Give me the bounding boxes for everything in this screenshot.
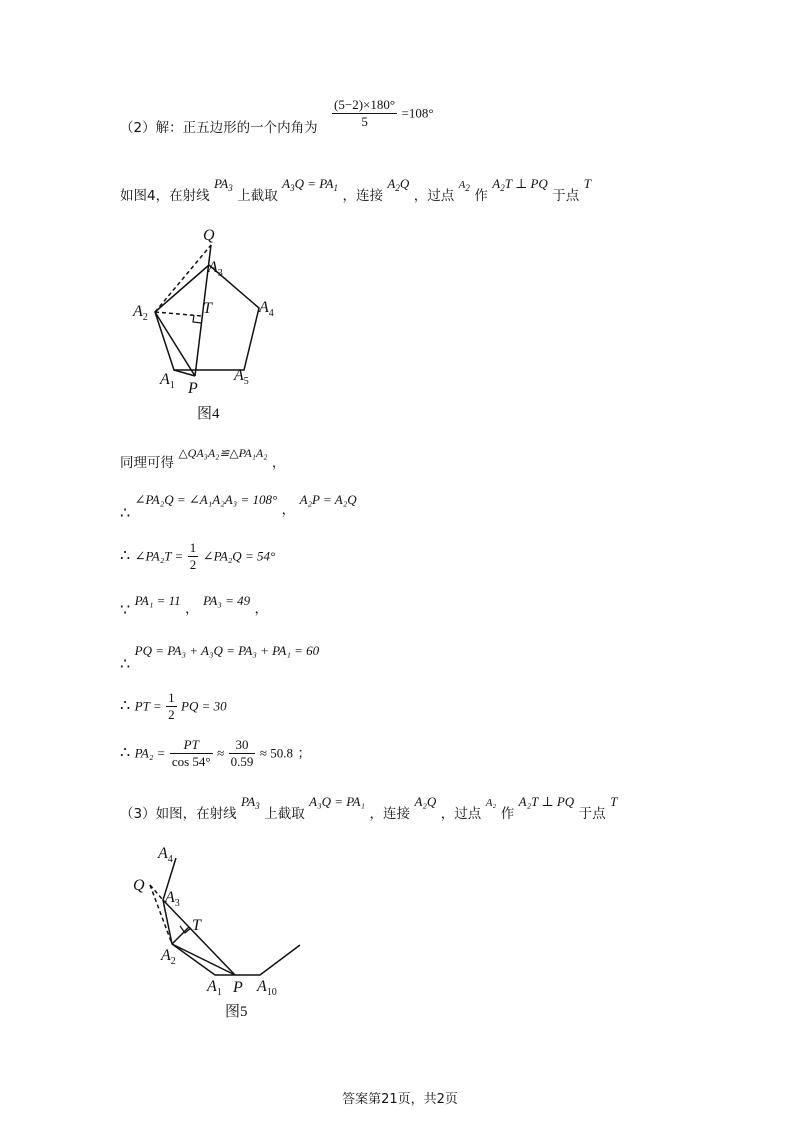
proof-l6-den: 2 — [168, 707, 175, 722]
proof-l7-den2: 0.59 — [230, 754, 254, 769]
fig4-perp-sub: 2 — [500, 183, 505, 193]
fig4-text-mid4: 作 — [474, 188, 488, 204]
proof-l7-therefore: ∴ — [120, 744, 131, 762]
part2-intro: （2）解：正五边形的一个内角为 — [120, 119, 318, 136]
proof-line-5 — [120, 640, 320, 673]
fig4-pt-a: A — [458, 179, 466, 191]
proof-l4-sep: ， — [185, 601, 199, 617]
proof-line-7 — [120, 737, 311, 770]
proof-l7-frac2 — [229, 737, 256, 770]
figure-5 — [125, 840, 325, 1025]
part3-mid2: ，连接 — [369, 806, 410, 822]
fig5-a3-sub: 3 — [174, 898, 180, 909]
proof-l1-math: △QA₃A₂≌△PA₁A₂ — [178, 446, 268, 460]
fig5-label-a2 — [160, 947, 176, 967]
part2-result: =108° — [401, 105, 434, 121]
part2-line — [120, 97, 434, 136]
fig4-conn-a: A — [387, 176, 396, 191]
fig4-label-a5 — [233, 367, 249, 387]
part3-foot: T — [610, 794, 618, 809]
figure-4 — [120, 220, 300, 425]
fig4-text-mid2: ，连接 — [342, 188, 383, 204]
page-footer: 答案第21页，共2页 — [342, 1092, 458, 1107]
part2-frac-den: 5 — [361, 114, 368, 129]
fig4-seg1-sub: 3 — [228, 183, 233, 193]
proof-l2-therefore: ∴ — [120, 505, 131, 522]
fig4-a4-sub: 4 — [268, 308, 274, 319]
fig5-a10-a: A — [257, 978, 267, 995]
fig4-conn-sub: 2 — [395, 183, 400, 193]
fig4-seg1-text: PA — [214, 176, 229, 191]
fig5-caption: 图5 — [225, 1004, 248, 1020]
fig4-foot: T — [583, 176, 591, 191]
proof-l3-frac — [188, 540, 199, 573]
proof-l7-num2: 30 — [229, 737, 256, 754]
proof-l7-end: ； — [297, 745, 311, 762]
fig5-label-a3 — [164, 889, 180, 909]
fig4-label-a3 — [207, 259, 223, 279]
proof-l2-sep: ， — [281, 502, 296, 518]
part3-seg1 — [241, 794, 260, 809]
fig4-label-a4 — [258, 299, 274, 319]
proof-l3-pre: ∠PA₂T = — [134, 548, 184, 564]
proof-l6-frac — [166, 690, 177, 723]
fig4-perp-a: A — [492, 176, 501, 191]
proof-l1-post: ， — [271, 455, 286, 471]
fig4-perp — [492, 176, 548, 191]
fig5-a4-a: A — [158, 845, 168, 862]
fig4-a3-a: A — [208, 259, 218, 276]
fig4-a5-sub: 5 — [243, 376, 249, 387]
fig4-perp-b: T ⊥ PQ — [504, 176, 548, 191]
part2-frac-num: (5−2)×180° — [334, 97, 396, 112]
fig5-label-t: T — [192, 917, 201, 934]
part3-eq: A₃Q = PA₁ — [309, 794, 366, 809]
fig5-a1-sub: 1 — [216, 987, 222, 998]
part3-pt: A₂ — [485, 797, 497, 809]
part3-mid1: 上截取 — [264, 806, 305, 822]
fig4-text-pre: 如图4，在射线 — [120, 188, 210, 204]
proof-l3-den: 2 — [189, 557, 197, 572]
part2-fraction — [332, 97, 397, 130]
fig4-conn — [387, 176, 409, 191]
part3-line — [120, 790, 618, 822]
proof-l4-math: PA₁ = 11 — [134, 593, 181, 608]
fig5-polygon-chain — [163, 858, 300, 975]
fig5-a2-sub: 2 — [170, 956, 176, 967]
fig4-caption: 图4 — [197, 406, 220, 422]
proof-l4-because: ∵ — [120, 602, 131, 619]
fig4-label-q: Q — [203, 227, 215, 244]
fig4-label-a2 — [132, 303, 148, 323]
fig4-a1-a: A — [160, 371, 170, 388]
proof-l6-num: 1 — [168, 690, 175, 705]
part3-seg1-sub: 3 — [255, 801, 260, 811]
fig4-seg1 — [214, 176, 233, 191]
fig4-eq-b-sub: 1 — [333, 183, 338, 193]
fig4-line-a2p — [155, 312, 195, 376]
proof-l7-num: PT — [170, 737, 213, 754]
proof-l6-post: PQ = 30 — [181, 698, 227, 714]
fig4-a1-sub: 1 — [169, 380, 175, 391]
fig4-eq-a-sub: 3 — [290, 183, 295, 193]
fig4-text-mid1: 上截取 — [237, 188, 278, 204]
fig4-label-p: P — [188, 380, 198, 397]
fig4-a2-sub: 2 — [142, 312, 148, 323]
fig5-a2-a: A — [161, 947, 171, 964]
fig4-pt-sub: 2 — [465, 183, 470, 193]
fig4-label-a1 — [159, 371, 175, 391]
proof-l3-num: 1 — [189, 540, 197, 555]
fig5-a1-a: A — [207, 978, 217, 995]
fig4-a3-sub: 3 — [217, 268, 223, 279]
part3-mid3: ，过点 — [440, 806, 482, 822]
proof-l6-therefore: ∴ — [120, 697, 131, 715]
fig4-a2-a: A — [133, 303, 143, 320]
fig4-pt — [459, 179, 470, 191]
proof-l2-math: ∠PA₂Q = ∠A₁A₂A₃ = 108° — [134, 492, 278, 507]
proof-l3-therefore: ∴ — [120, 547, 131, 565]
proof-line-2 — [120, 488, 357, 522]
fig5-label-a4 — [157, 845, 173, 865]
part3-pre: （3）如图，在射线 — [120, 806, 237, 822]
fig4-dash-a2t — [155, 312, 202, 316]
fig4-conn-tail: Q — [399, 176, 410, 191]
fig5-label-a1 — [206, 978, 222, 998]
fig4-eq — [282, 176, 338, 191]
proof-l6-pre: PT = — [134, 698, 162, 714]
proof-l7-frac1 — [170, 737, 213, 770]
proof-l7-mid: ≈ — [217, 745, 225, 761]
fig4-intro-line — [120, 172, 591, 204]
fig4-label-t: T — [203, 300, 212, 317]
fig4-text-mid5: 于点 — [552, 188, 580, 204]
proof-line-6 — [120, 690, 227, 723]
proof-l3-post: ∠PA₂Q = 54° — [202, 548, 276, 564]
fig5-label-a10 — [256, 978, 277, 998]
part3-mid4: 作 — [500, 806, 515, 822]
proof-l4-math2: PA₃ = 49 — [203, 593, 251, 608]
part3-perp: A₂T ⊥ PQ — [518, 794, 575, 809]
fig5-dash-qa3 — [150, 885, 163, 900]
proof-l4-post: ， — [254, 601, 269, 617]
part3-conn: A₂Q — [414, 794, 437, 809]
proof-l7-den: cos 54° — [171, 754, 211, 769]
fig4-a4-a: A — [259, 299, 269, 316]
fig4-a5-a: A — [234, 367, 244, 384]
fig4-text-mid3: ，过点 — [413, 188, 455, 204]
proof-line-1 — [120, 441, 286, 471]
fig5-line-a2p — [172, 944, 235, 975]
proof-line-3 — [120, 540, 275, 573]
proof-l2-math2: A₂P = A₂Q — [299, 492, 357, 507]
proof-l5-math: PQ = PA₃ + A₃Q = PA₃ + PA₁ = 60 — [134, 643, 320, 658]
part3-seg1-text: PA — [241, 794, 256, 809]
proof-l7-post: ≈ 50.8 — [259, 745, 294, 761]
fig5-a10-sub: 10 — [266, 987, 277, 998]
proof-l5-therefore: ∴ — [120, 656, 131, 673]
fig5-a4-sub: 4 — [167, 854, 173, 865]
fig4-eq-a: A — [282, 176, 291, 191]
proof-l7-pre: PA₂ = — [134, 745, 166, 761]
fig4-eq-b: Q = PA — [294, 176, 334, 191]
proof-l1-pre: 同理可得 — [120, 455, 174, 471]
part3-mid5: 于点 — [578, 806, 606, 822]
fig5-label-p: P — [233, 979, 243, 996]
proof-line-4 — [120, 589, 269, 619]
fig5-line-a2t — [172, 927, 189, 944]
fig5-a3-a: A — [165, 889, 175, 906]
fig5-label-q: Q — [133, 877, 145, 894]
